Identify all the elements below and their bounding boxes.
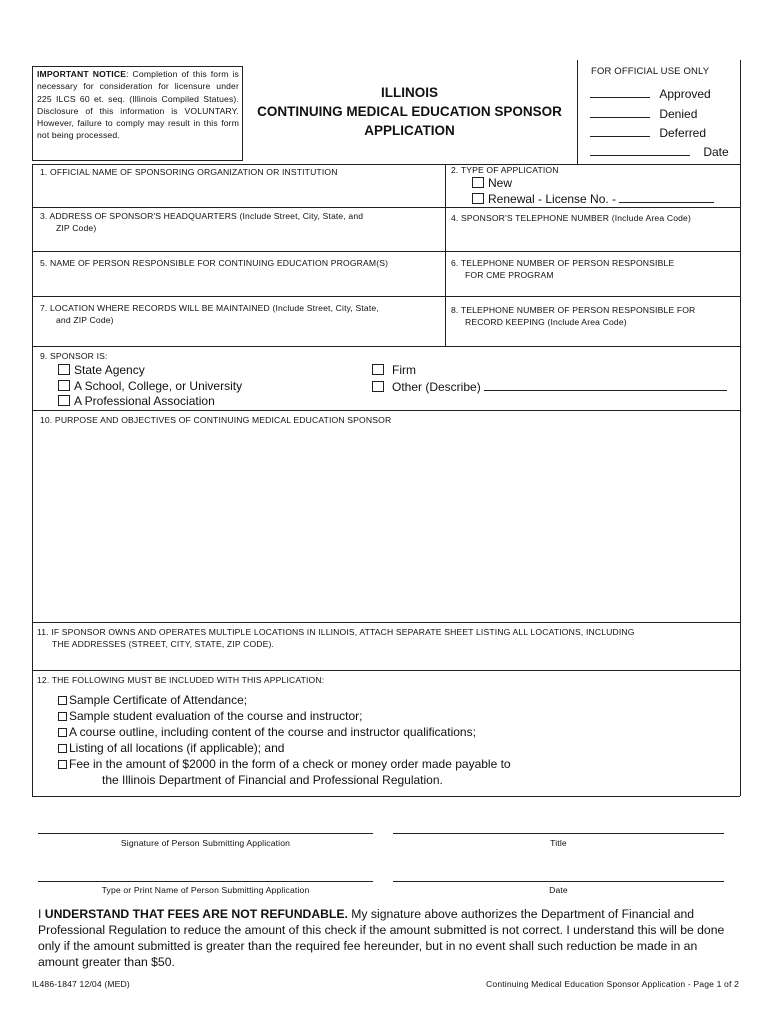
rule-middle	[445, 164, 446, 346]
sponsor-other: Other (Describe)	[372, 379, 727, 395]
rule-4	[32, 296, 740, 297]
fees-text: My signature above authorizes the Department of Financial and Professional Regulation to reduce the amount of this check if the amount submitted is not correct. I understand this will be done only if the amount submitted is greater than the required fee hereunder, but in no event shall such reduction be made in an amount greater than $50.	[38, 907, 725, 969]
signature-label: Signature of Person Submitting Application	[120, 838, 291, 848]
new-checkbox[interactable]	[472, 177, 484, 188]
rule-7	[32, 622, 740, 623]
title-line3: APPLICATION	[364, 123, 455, 138]
field-8-label: 8. TELEPHONE NUMBER OF PERSON RESPONSIBLE FOR RECORD KEEPING (Include Area Code)	[451, 305, 696, 327]
notice-text: : Completion of this form is necessary for consideration for licensure under 225 ILCS 60 et. seq. (Illinois Compiled Statues). Disclosure of this information is VOLUNTARY. However, failure to comply may result in this form not being processed.	[37, 69, 239, 141]
page-info: Continuing Medical Education Sponsor Application - Page 1 of 2	[486, 979, 739, 989]
requirement-item-5-cont: the Illinois Department of Financial and Professional Regulation.	[102, 773, 443, 787]
denied-line[interactable]	[590, 106, 650, 118]
field-7-label: 7. LOCATION WHERE RECORDS WILL BE MAINTAINED (Include Street, City, State, and ZIP Code)	[40, 303, 379, 325]
item-1-checkbox[interactable]	[58, 696, 67, 705]
license-number-line[interactable]	[619, 191, 714, 203]
rule-8	[32, 670, 740, 671]
rule-left	[32, 164, 33, 796]
official-denied: Denied	[590, 106, 697, 122]
notice-heading: IMPORTANT NOTICE	[37, 69, 127, 79]
field-2-label: 2. TYPE OF APPLICATION	[451, 165, 559, 175]
item-5-checkbox[interactable]	[58, 760, 67, 769]
other-describe-line[interactable]	[484, 379, 727, 391]
requirement-item-5: Fee in the amount of $2000 in the form of a check or money order made payable to	[58, 757, 511, 772]
form-title	[243, 83, 576, 140]
requirement-item-1: Sample Certificate of Attendance;	[58, 693, 247, 708]
rule-9	[32, 796, 740, 797]
printed-name-label: Type or Print Name of Person Submitting Application	[101, 885, 310, 895]
field-9-label: 9. SPONSOR IS:	[40, 351, 108, 361]
official-use-heading: FOR OFFICIAL USE ONLY	[591, 66, 710, 77]
title-line[interactable]	[393, 833, 724, 834]
rule-2	[32, 207, 740, 208]
sponsor-state-agency: State Agency	[58, 363, 145, 378]
deferred-line[interactable]	[590, 125, 650, 137]
item-2-checkbox[interactable]	[58, 712, 67, 721]
rule-1	[32, 164, 740, 165]
field-5-label: 5. NAME OF PERSON RESPONSIBLE FOR CONTINUING EDUCATION PROGRAM(S)	[40, 258, 389, 268]
signature-line[interactable]	[38, 833, 373, 834]
title-line2: CONTINUING MEDICAL EDUCATION SPONSOR	[257, 104, 562, 119]
field-1-label: 1. OFFICIAL NAME OF SPONSORING ORGANIZATION OR INSTITUTION	[40, 167, 338, 177]
title-label: Title	[550, 838, 567, 848]
field-2-renewal: Renewal - License No. -	[472, 191, 714, 207]
sponsor-professional: A Professional Association	[58, 394, 215, 409]
rule-3	[32, 251, 740, 252]
requirement-item-2: Sample student evaluation of the course and instructor;	[58, 709, 363, 724]
date-sign-line[interactable]	[393, 881, 724, 882]
sponsor-school: A School, College, or University	[58, 379, 242, 394]
firm-checkbox[interactable]	[372, 364, 384, 375]
rule-5	[32, 346, 740, 347]
state-agency-checkbox[interactable]	[58, 364, 70, 375]
other-checkbox[interactable]	[372, 381, 384, 392]
item-4-checkbox[interactable]	[58, 744, 67, 753]
item-3-checkbox[interactable]	[58, 728, 67, 737]
official-deferred: Deferred	[590, 125, 706, 141]
school-checkbox[interactable]	[58, 380, 70, 391]
rule-6	[32, 410, 740, 411]
sponsor-firm: Firm	[372, 363, 416, 378]
field-12-label: 12. THE FOLLOWING MUST BE INCLUDED WITH THIS APPLICATION:	[37, 675, 325, 685]
requirement-item-3: A course outline, including content of the course and instructor qualifications;	[58, 725, 476, 740]
official-approved: Approved	[590, 86, 711, 102]
field-6-label: 6. TELEPHONE NUMBER OF PERSON RESPONSIBLE FOR CME PROGRAM	[451, 258, 675, 280]
important-notice	[37, 68, 239, 142]
date-sign-label: Date	[549, 885, 568, 895]
fees-bold: UNDERSTAND THAT FEES ARE NOT REFUNDABLE.	[44, 907, 348, 921]
renewal-checkbox[interactable]	[472, 193, 484, 204]
date-line[interactable]	[590, 144, 690, 156]
field-4-label: 4. SPONSOR'S TELEPHONE NUMBER (Include Area Code)	[451, 213, 691, 223]
field-3-label: 3. ADDRESS OF SPONSOR'S HEADQUARTERS (Include Street, City, State, and ZIP Code)	[40, 211, 364, 233]
field-10-input[interactable]	[40, 430, 730, 615]
printed-name-line[interactable]	[38, 881, 373, 882]
form-id: IL486-1847 12/04 (MED)	[32, 979, 130, 989]
requirement-item-4: Listing of all locations (if applicable); and	[58, 741, 284, 756]
field-10-label: 10. PURPOSE AND OBJECTIVES OF CONTINUING MEDICAL EDUCATION SPONSOR	[40, 415, 392, 425]
official-divider	[577, 60, 578, 165]
field-11-label: 11. IF SPONSOR OWNS AND OPERATES MULTIPLE LOCATIONS IN ILLINOIS, ATTACH SEPARATE SHEET LISTING ALL LOCATIONS, INCLUDING THE ADDRESSES (STREET, CITY, STATE, ZIP CODE).	[37, 627, 635, 649]
fees-statement: I UNDERSTAND THAT FEES ARE NOT REFUNDABLE. My signature above authorizes the Department of Financial and Professional Regulation to reduce the amount of this check if the amount submitted is not correct. I understand this will be done only if the amount submitted is greater than the required fee hereunder, but in no event shall such reduction be made in an amount greater than $50.	[38, 907, 725, 969]
field-1-input[interactable]	[40, 180, 440, 204]
rule-right	[740, 60, 741, 796]
title-line1: ILLINOIS	[381, 85, 438, 100]
field-2-new: New	[472, 176, 512, 191]
professional-checkbox[interactable]	[58, 395, 70, 406]
official-date: Date	[590, 144, 729, 160]
approved-line[interactable]	[590, 86, 650, 98]
